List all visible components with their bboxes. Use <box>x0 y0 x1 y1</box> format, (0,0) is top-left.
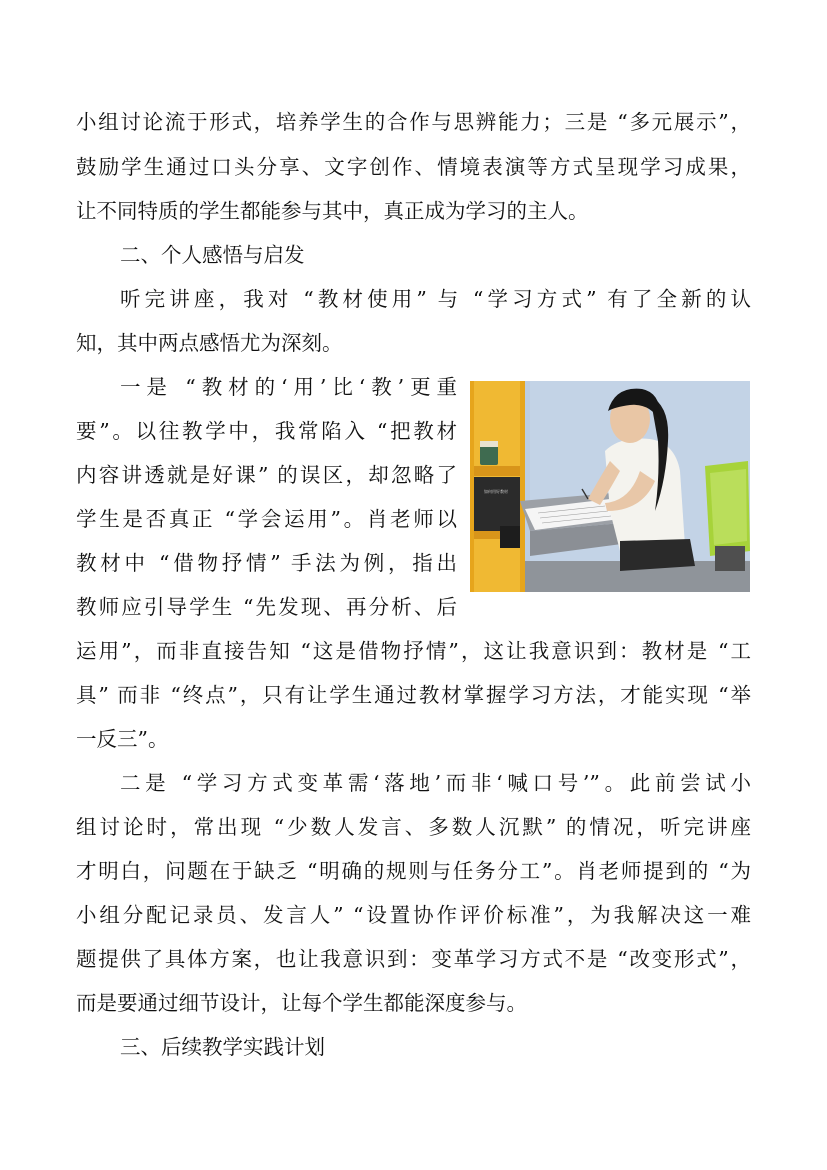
paragraph-line: 教师应引导学生 “先发现、再分析、后 <box>76 595 457 619</box>
paragraph-line: 才明白，问题在于缺乏 “明确的规则与任务分工”。肖老师提到的 “为 <box>76 859 751 883</box>
section-heading: 三、后续教学实践计划 <box>120 1035 325 1059</box>
paragraph-line: 题提供了具体方案，也让我意识到：变革学习方式不是 “改变形式”， <box>76 947 751 971</box>
paragraph-line: 一反三”。 <box>76 727 169 751</box>
paragraph-line: 鼓励学生通过口头分享、文字创作、情境表演等方式呈现学习成果， <box>76 155 751 179</box>
paragraph-line: 让不同特质的学生都能参与其中，真正成为学习的主人。 <box>76 199 589 223</box>
photo-illustration <box>470 381 750 592</box>
paragraph-line: 教材中 “借物抒情” 手法为例，指出 <box>76 551 457 575</box>
paragraph-line: 学生是否真正 “学会运用”。肖老师以 <box>76 507 457 531</box>
paragraph-line: 二是 “学习方式变革需‘落地’而非‘喊口号’”。此前尝试小 <box>120 771 751 795</box>
paragraph-line: 知，其中两点感悟尤为深刻。 <box>76 331 343 355</box>
paragraph-line: 而是要通过细节设计，让每个学生都能深度参与。 <box>76 991 527 1015</box>
paragraph-line: 具” 而非 “终点”，只有让学生通过教材掌握学习方法，才能实现 “举 <box>76 683 751 707</box>
paragraph-line: 要”。以往教学中，我常陷入 “把教材 <box>76 419 457 443</box>
paragraph-line: 小组分配记录员、发言人” “设置协作评价标准”，为我解决这一难 <box>76 903 751 927</box>
paragraph-line: 一是 “教材的‘用’比‘教’更重 <box>120 375 457 399</box>
photo-poster-text: 如何用好教材 <box>484 489 508 494</box>
photo-teacher-writing <box>470 381 750 592</box>
paragraph-line: 组讨论时，常出现 “少数人发言、多数人沉默” 的情况，听完讲座 <box>76 815 751 839</box>
paragraph-line: 运用”，而非直接告知 “这是借物抒情”，这让我意识到：教材是 “工 <box>76 639 751 663</box>
paragraph-line: 小组讨论流于形式，培养学生的合作与思辨能力；三是 “多元展示”， <box>76 110 751 134</box>
section-heading: 二、个人感悟与启发 <box>120 243 305 267</box>
paragraph-line: 内容讲透就是好课” 的误区，却忽略了 <box>76 463 457 487</box>
paragraph-line: 听完讲座，我对 “教材使用” 与 “学习方式” 有了全新的认 <box>120 287 751 311</box>
